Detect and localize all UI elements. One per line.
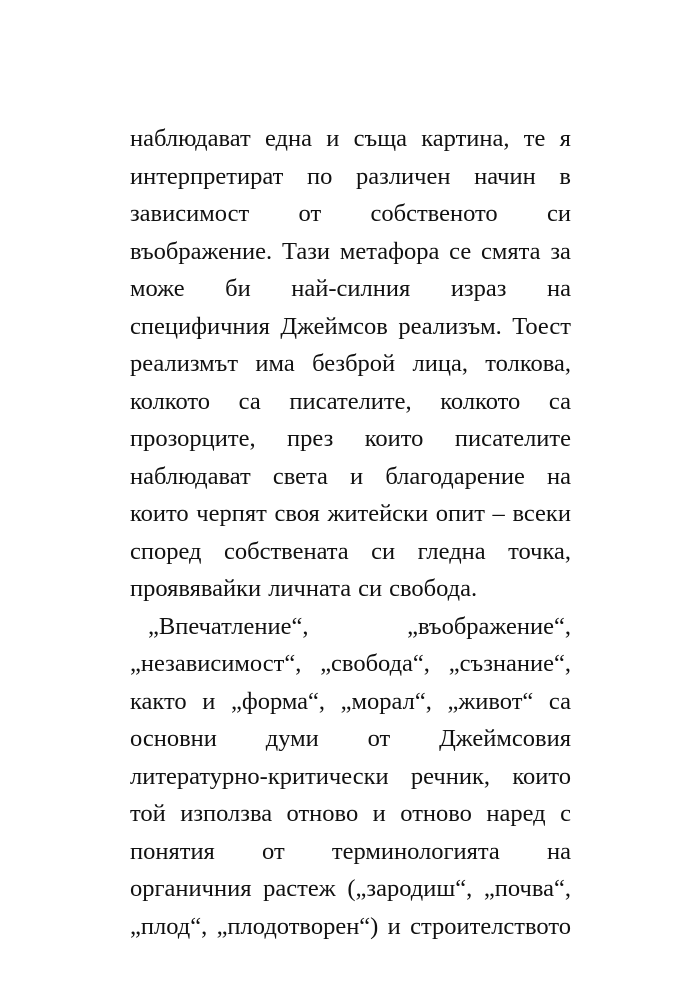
word: строителството	[410, 912, 571, 940]
word: основни	[130, 725, 217, 752]
word: свобода.	[389, 575, 478, 602]
word: които	[130, 500, 189, 527]
word: литературно-критически	[130, 762, 389, 790]
paragraph	[130, 120, 571, 608]
word: точка,	[508, 537, 571, 565]
text-line	[130, 645, 571, 683]
word: „въображение“,	[407, 612, 571, 640]
word: от	[367, 725, 391, 752]
word: собственото	[370, 200, 498, 227]
word: понятия	[130, 837, 215, 865]
word: Джеймсовия	[439, 725, 571, 752]
word: думи	[265, 725, 319, 752]
word: опит	[435, 500, 485, 527]
word: съща	[353, 125, 407, 152]
word: „форма“,	[230, 687, 326, 715]
text-line	[130, 383, 571, 421]
word: всеки	[512, 500, 571, 527]
word: наблюдават	[130, 462, 251, 490]
word: Джеймсов	[280, 312, 388, 340]
word: „Впечатление“,	[148, 612, 309, 640]
word: и	[350, 462, 364, 490]
text-line	[130, 195, 571, 233]
word: реализмът	[130, 350, 239, 377]
word: през	[287, 425, 334, 452]
word: те	[523, 125, 546, 152]
text-line	[130, 683, 571, 721]
body-text	[130, 120, 571, 945]
word: както	[130, 687, 187, 715]
word: наред	[486, 800, 546, 827]
word: които	[512, 762, 571, 790]
word: интерпретират	[130, 162, 284, 190]
text-line	[130, 308, 571, 346]
word: метафора	[339, 237, 440, 265]
word: света	[272, 462, 328, 490]
text-line	[130, 870, 571, 908]
word: от	[262, 837, 285, 865]
word: си	[358, 575, 383, 602]
word: житейски	[327, 500, 429, 527]
word: –	[492, 500, 505, 527]
word: си	[547, 200, 571, 227]
word: черпят	[196, 500, 267, 527]
word: с	[560, 800, 571, 827]
word: Тази	[281, 237, 331, 265]
word: по	[306, 162, 333, 190]
word: речник,	[410, 762, 491, 790]
text-line	[130, 608, 571, 646]
word: и	[387, 912, 401, 940]
word: наблюдават	[130, 125, 251, 152]
text-line	[130, 233, 571, 271]
word: прозорците,	[130, 425, 256, 452]
text-line	[130, 758, 571, 796]
word: „независимост“,	[130, 650, 302, 677]
word: („зародиш“,	[347, 875, 473, 902]
word: я	[559, 125, 571, 152]
text-line	[130, 420, 571, 458]
word: отново	[286, 800, 359, 827]
text-line	[130, 270, 571, 308]
word: на	[546, 275, 571, 302]
word: са	[548, 387, 571, 415]
word: смята	[481, 237, 541, 265]
word: и	[372, 800, 386, 827]
word: благодарение	[385, 462, 525, 490]
word: най-силния	[291, 275, 411, 302]
word: специфичния	[130, 312, 270, 340]
word: за	[550, 237, 571, 265]
word: писателите	[454, 425, 571, 452]
word: „почва“,	[483, 875, 571, 902]
word: собствената	[223, 537, 349, 565]
word: различен	[356, 162, 451, 190]
word: са	[238, 387, 261, 415]
word: личната	[268, 575, 352, 602]
word: „морал“,	[340, 687, 432, 715]
text-line	[130, 345, 571, 383]
word: „съзнание“,	[448, 650, 571, 677]
word: писателите,	[289, 387, 412, 415]
text-line	[130, 120, 571, 158]
word: в	[559, 162, 571, 190]
text-line	[130, 795, 571, 833]
word: колкото	[440, 387, 521, 415]
word: използва	[180, 800, 273, 827]
word: си	[371, 537, 396, 565]
word: и	[202, 687, 216, 715]
word: реализъм.	[398, 312, 502, 340]
word: безброй	[312, 350, 396, 377]
text-line	[130, 158, 571, 196]
word: израз	[450, 275, 507, 302]
word: според	[130, 537, 202, 565]
word: колкото	[130, 387, 211, 415]
word: на	[547, 837, 571, 865]
word: отново	[400, 800, 472, 827]
word: които	[364, 425, 424, 452]
text-line	[130, 833, 571, 871]
word: Тоест	[512, 312, 571, 340]
word: гледна	[417, 537, 486, 565]
word: има	[255, 350, 295, 377]
word: „плод“,	[130, 912, 208, 940]
text-line	[130, 908, 571, 946]
word: растеж	[263, 875, 336, 902]
word: от	[298, 200, 322, 227]
word: може	[130, 275, 185, 302]
word: въображение.	[130, 237, 273, 265]
word: се	[449, 237, 472, 265]
word: лица,	[412, 350, 468, 377]
word: органичния	[130, 875, 252, 902]
word: една	[264, 125, 312, 152]
word: и	[326, 125, 340, 152]
word: своя	[274, 500, 320, 527]
word: картина,	[421, 125, 510, 152]
word: проявявайки	[130, 575, 262, 602]
word: терминологията	[331, 837, 500, 865]
word: „живот“	[447, 687, 534, 715]
text-line	[130, 533, 571, 571]
word: би	[225, 275, 251, 302]
text-line	[130, 495, 571, 533]
word: зависимост	[130, 200, 250, 227]
text-line	[130, 458, 571, 496]
word: начин	[474, 162, 536, 190]
word: „плодотворен“)	[216, 912, 379, 940]
text-line	[130, 720, 571, 758]
word: толкова,	[485, 350, 571, 377]
text-line	[130, 570, 571, 608]
paragraph	[130, 608, 571, 946]
word: са	[548, 687, 571, 715]
word: той	[130, 800, 166, 827]
word: „свобода“,	[320, 650, 430, 677]
word: на	[546, 462, 571, 490]
